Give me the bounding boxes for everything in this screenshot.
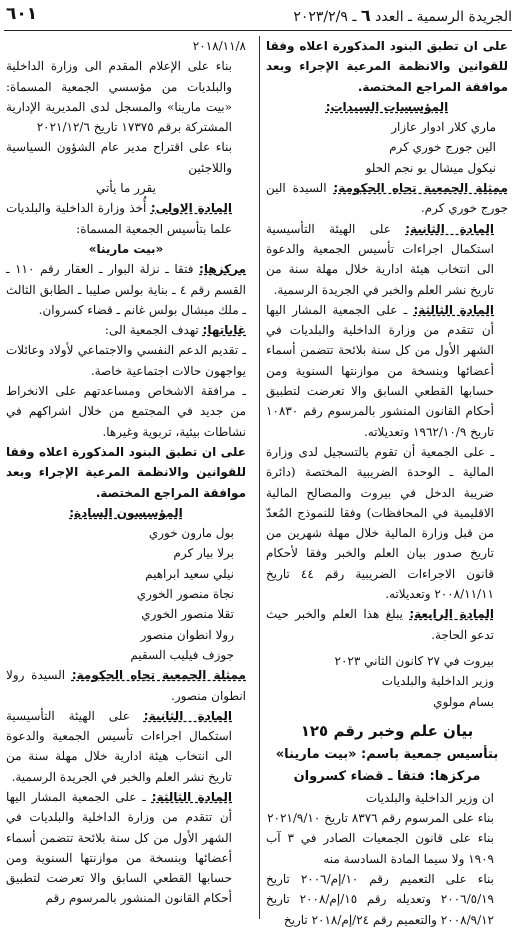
article-2: [266, 219, 508, 300]
legal-basis-5: بناء على اقتراح مدير عام الشؤون السياسية واللاجئين: [6, 140, 232, 175]
founder-name: نيكول ميشال بو نجم الحلو: [365, 160, 496, 175]
headquarters-text: فتقا ـ نزلة البوار ـ العقار رقم ١١٠ ـ القسم رقم ٤ ـ بناية بولس صليبا ـ الطابق الثالث ـ ملك ميشال بولس غانم ـ قضاء كسروان.: [6, 262, 246, 317]
decision-heading: يقرر ما يأتي: [96, 181, 156, 196]
representative-label: ممثلة الجمعية تجاه الحكومة:: [71, 668, 246, 683]
founders-list: [266, 117, 508, 178]
article-3-text: ـ على الجمعية المشار اليها أن تتقدم من وزارة الداخلية والبلديات في الشهر الأول من كل سنة بلائحة تتضمن أسماء أعضائها وبنسخة من موازنتها السنوية ومن حسابها القطعي السابق والا تعرضت لتطبيق أحكام القانون المنشور بالمرسوم رقم: [6, 789, 232, 906]
article-1-label: المادة الاولى:: [150, 201, 232, 216]
article-2-text: على الهيئة التأسيسية استكمال اجراءات تأسيس الجمعية والدعوة الى انتخاب هيئة ادارية خلال مهلة سنة من تاريخ نشر العلم والخبر في الجريدة الرسمية.: [266, 221, 494, 297]
right-column: [266, 36, 508, 927]
signature-date: بيروت في ٢٧ كانون الثاني ٢٠٢٣: [334, 653, 494, 668]
article-4-label: المادة الرابعة:: [409, 607, 494, 622]
document-title: بيان علم وخبر رقم ١٢٥: [300, 721, 474, 740]
legal-basis-4: بناء على الإعلام المقدم الى وزارة الداخلية والبلديات من مؤسسي الجمعية المسماة: «بيت مارينا» والمسجل لدى المديرية الإدارية المشتركة برقم ١٧٣٧٥ تاريخ ٢٠٢١/١٢/٦: [6, 59, 232, 135]
article-3-tax-clause: ـ على الجمعية أن تقوم بالتسجيل لدى وزارة المالية ـ الوحدة الضريبية المختصة (دائرة ضريبة الدخل في بيروت والمصالح المالية الاقليمية في المحافظات) وفقا للنموذج المُعدّ من قبل وزارة المالية خلال مهلة شهرين من تاريخ صدور بيان العلم والخبر وفقا لأحكام قانون الاجراءات الضريبية رقم ٤٤ تاريخ ٢٠٠٨/١١/١١ وتعديلاته.: [266, 444, 494, 602]
goals: [6, 320, 246, 340]
founder-name: الين جورج خوري كرم: [389, 140, 496, 155]
founder-name: تقلا منصور الخوري: [141, 607, 234, 622]
headquarters: [6, 259, 246, 320]
article-3-text: ـ على الجمعية المشار اليها أن تتقدم من وزارة الداخلية والبلديات في الشهر الأول من كل سنة بلائحة تتضمن أسماء أعضائها وبنسخة من موازنتها السنوية ومن حسابها القطعي السابق والا تعرضت لتطبيق أحكام القانون المنشور بالمرسوم رقم ١٠٨٣٠ تاريخ ١٩٦٢/١٠/٩ وتعديلاته.: [266, 302, 494, 439]
goal-item: ـ تقديم الدعم النفسي والاجتماعي لأولاد وعائلات يواجهون حالات اجتماعية خاصة.: [6, 343, 246, 378]
article-4-text: يبلغ هذا العلم والخبر حيث تدعو الحاجة.: [266, 607, 494, 642]
article-3: [6, 787, 246, 909]
representative-text: السيدة رولا انطوان منصور.: [6, 668, 246, 703]
founder-name: نيلي سعيد ابراهيم: [145, 566, 234, 581]
legal-basis-2: بناء على قانون الجمعيات الصادر في ٣ آب ١٩٠٩ ولا سيما المادة السادسة منه: [266, 831, 494, 866]
minister-line: ان وزير الداخلية والبلديات: [365, 790, 494, 805]
header-journal-name: الجريدة الرسمية ـ العدد: [375, 9, 512, 25]
closing-clause: على ان تطبق البنود المذكورة اعلاه وفقا للقوانين والانظمة المرعية الإجراء وبعد موافقة المراجع المختصة.: [266, 39, 508, 94]
goal-item: ـ مرافقة الاشخاص ومساعدتهم على الانخراط من جديد في المجتمع من خلال اشراكهم في نشاطات بيئية، تربوية وغيرها.: [6, 384, 246, 439]
founder-name: ماري كلار ادوار عازار: [391, 120, 496, 135]
founders-heading: المؤسسون السادة:: [69, 505, 183, 520]
article-3: [266, 300, 508, 442]
article-2: [6, 706, 246, 787]
founder-name: رولا انطوان منصور: [140, 627, 234, 642]
continued-date: ٢٠١٨/١١/٨: [192, 39, 246, 53]
closing-clause: على ان تطبق البنود المذكورة اعلاه وفقا للقوانين والانظمة المرعية الإجراء وبعد موافقة المراجع المختصة.: [6, 444, 246, 500]
goals-label: غاياتها:: [202, 323, 246, 338]
article-4: [266, 604, 508, 645]
header-date: ـ ٢٠٢٣/٢/٩: [293, 9, 357, 25]
founder-name: برلا بيار كرم: [173, 546, 234, 561]
page-number: ٦٠١: [6, 4, 38, 24]
founders-list: [6, 523, 246, 665]
goals-text: تهدف الجمعية الى:: [104, 323, 199, 338]
signature-title: وزير الداخلية والبلديات: [381, 674, 494, 689]
document-headquarters: مركزها: فتقا ـ قضاء كسروان: [293, 768, 481, 784]
representative-text: السيدة الين جورج خوري كرم.: [266, 181, 508, 216]
left-column: [6, 36, 246, 919]
article-3-label: المادة الثالثة:: [413, 302, 494, 317]
government-representative: [6, 665, 246, 706]
article-2-text: على الهيئة التأسيسية استكمال اجراءات تأسيس الجمعية والدعوة الى انتخاب هيئة ادارية خلال مهلة سنة من تاريخ نشر العلم والخبر في الجريدة الرسمية.: [6, 708, 232, 784]
founders-heading: المؤسسات السيدات:: [325, 99, 449, 114]
legal-basis-1: بناء على المرسوم رقم ٨٣٧٦ تاريخ ٢٠٢١/٩/١٠: [267, 811, 494, 826]
article-1-text: أُخذ وزارة الداخلية والبلديات علما بتأسيس الجمعية المسماة:: [6, 201, 232, 236]
founder-name: بول مارون خوري: [148, 526, 234, 541]
legal-basis-3: بناء على التعميم رقم ١٠/إم/٢٠٠٦ تاريخ ٢٠٠٦/٥/١٩ وتعديله رقم ١٥/إم/٢٠٠٨ تاريخ ٢٠٠٨/٩/١٢ والتعميم رقم ٢٤/إم/٢٠١٨ تاريخ: [266, 871, 494, 927]
founder-name: جوزف فيليب السقيم: [130, 647, 234, 662]
representative-label: ممثلة الجمعية تجاه الحكومة:: [333, 181, 508, 196]
association-name: «بيت مارينا»: [88, 241, 164, 256]
page-header: [4, 4, 512, 28]
document-subtitle: بتأسيس جمعية باسم: «بيت مارينا»: [275, 746, 499, 762]
header-issue-number: ٦: [360, 6, 371, 25]
government-representative: [266, 178, 508, 219]
header-title: [293, 6, 512, 25]
signature-name: بسام مولوي: [433, 694, 494, 709]
article-1: [6, 198, 246, 239]
article-3-label: المادة الثالثة:: [151, 789, 233, 804]
article-2-label: المادة الثانية:: [143, 708, 232, 723]
founder-name: نجاة منصور الخوري: [136, 587, 234, 602]
header-rule: [4, 30, 512, 31]
headquarters-label: مركزها:: [199, 262, 246, 277]
article-2-label: المادة الثانية:: [405, 221, 494, 236]
column-divider: [259, 36, 260, 919]
